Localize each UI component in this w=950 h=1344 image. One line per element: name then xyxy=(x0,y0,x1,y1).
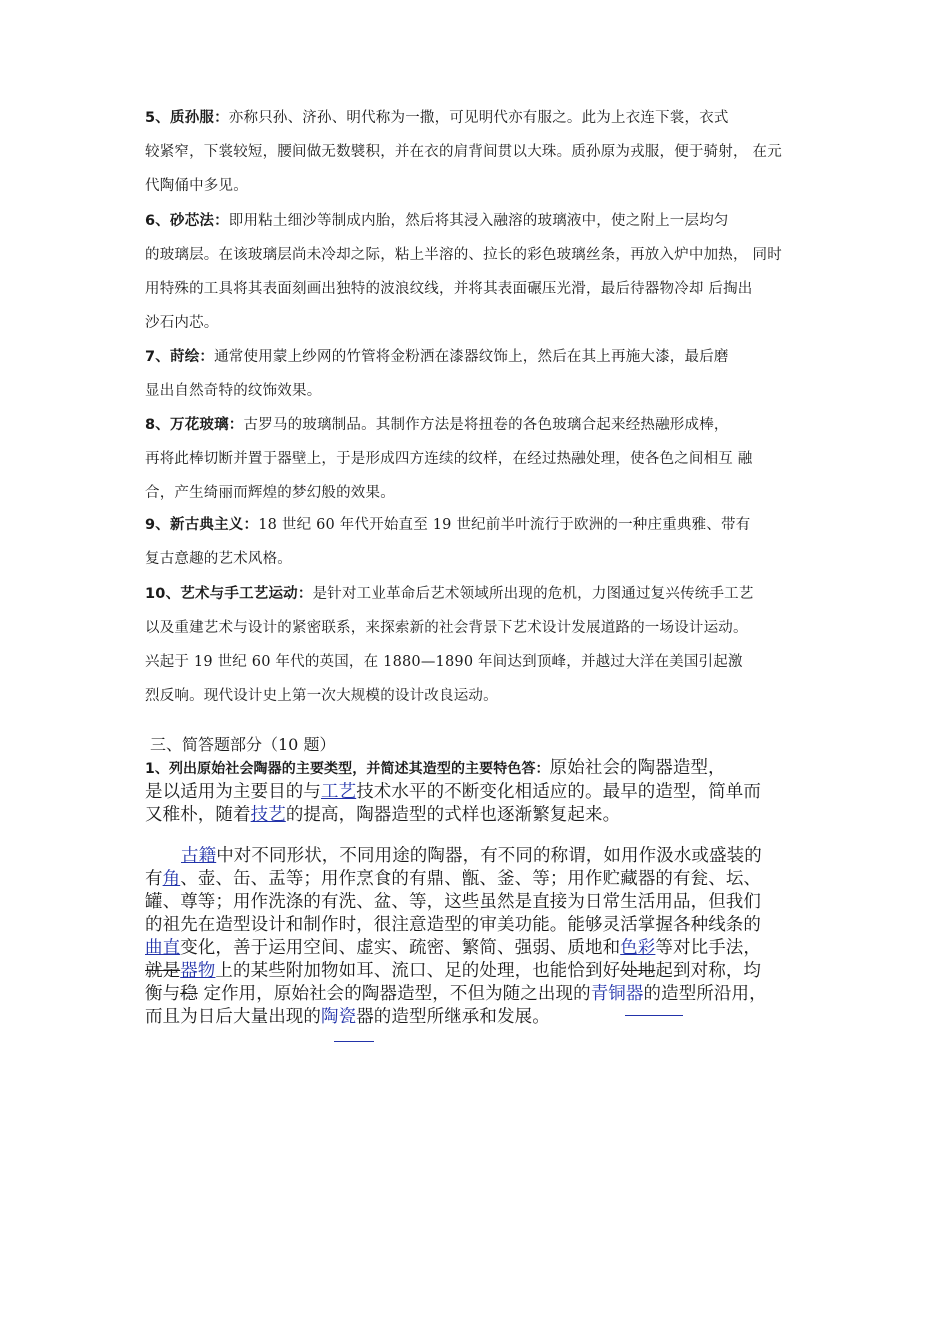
definition-line: 显出自然奇特的纹饰效果。 xyxy=(145,383,322,399)
definition-line: 即用粘土细沙等制成内胎，然后将其浸入融溶的玻璃液中，使之附上一层均匀 xyxy=(228,213,729,229)
definition-item xyxy=(145,508,815,576)
definition-line: 18 世纪 60 年代开始直至 19 世纪前半叶流行于欧洲的一种庄重典雅、带有 xyxy=(258,517,751,533)
definition-line: 的玻璃层。在该玻璃层尚未冷却之际，粘上半溶的、拉长的彩色玻璃丝条，再放入炉中加热， 同时 xyxy=(145,247,782,263)
definition-item xyxy=(145,408,815,510)
term-label: 5、质孙服： xyxy=(145,110,229,126)
definition-item xyxy=(145,340,815,408)
question-paragraph: 1、列出原始社会陶器的主要类型，并简述其造型的主要特色答：原始社会的陶器造型， 是以适用为主要目的与工艺技术水平的不断变化相适应的。最早的造型，简单而 又稚朴，随着技艺的提高，陶器造型的式样也逐渐繁复起来。 xyxy=(145,758,762,825)
hyperlink[interactable]: 色彩 xyxy=(620,938,656,958)
answer-paragraph: 古籍中对不同形状，不同用途的陶器，有不同的称谓，如用作汲水或盛装的 有角、壶、缶、盂等；用作烹食的有鼎、甑、釜、等；用作贮藏器的有瓮、坛、 罐、尊等；用作洗涤的有洗、盆、等，这些虽然是直接为日常生活用品，但我们 的祖先在造型设计和制作时，很注意造型的审美功能。能够灵活掌握各种线条的 曲直变化，善于运用空间、虚实、疏密、繁简、强弱、质地和色彩等对比手法， 就是器物上的某些附加物如耳、流口、足的处理，也能恰到好处地起到对称，均 衡与稳 定作用，原始社会的陶器造型，不但为随之出现的青铜器的造型所沿用， 而且为日后大量出现的陶瓷器的造型所继承和发展。 xyxy=(145,846,767,1027)
hyperlink[interactable]: 曲直 xyxy=(145,938,181,958)
underline-mark xyxy=(625,1015,683,1016)
hyperlink[interactable]: 技艺 xyxy=(250,805,286,825)
definition-line: 沙石内芯。 xyxy=(145,315,219,331)
underline-mark xyxy=(334,1041,374,1042)
definition-line: 复古意趣的艺术风格。 xyxy=(145,551,292,567)
term-label: 6、砂芯法： xyxy=(145,213,229,229)
hyperlink[interactable]: 古籍 xyxy=(181,846,217,866)
definition-line: 以及重建艺术与设计的紧密联系，来探索新的社会背景下艺术设计发展道路的一场设计运动。 xyxy=(145,620,748,636)
struck-text: 处地 xyxy=(620,961,656,981)
definition-item xyxy=(145,204,815,340)
definition-line: 亦称只孙、济孙、明代称为一撒，可见明代亦有服之。此为上衣连下裳，衣式 xyxy=(228,110,729,126)
term-label: 9、新古典主义： xyxy=(145,517,259,533)
definition-line: 代陶俑中多见。 xyxy=(145,178,248,194)
term-label: 10、艺术与手工艺运动： xyxy=(145,586,313,602)
hyperlink[interactable]: 角 xyxy=(162,869,181,889)
definition-item xyxy=(145,101,815,203)
definition-line: 古罗马的玻璃制品。其制作方法是将扭卷的各色玻璃合起来经热融形成棒， xyxy=(243,417,729,433)
definition-line: 用特殊的工具将其表面刻画出独特的波浪纹线，并将其表面碾压光滑，最后待器物冷却 后掏出 xyxy=(145,281,753,297)
definition-item xyxy=(145,577,815,713)
hyperlink[interactable]: 器物 xyxy=(180,961,216,981)
hyperlink[interactable]: 工艺 xyxy=(321,782,357,802)
definition-line: 再将此棒切断并置于器壁上，于是形成四方连续的纹样，在经过热融处理，使各色之间相互 融 xyxy=(145,451,753,467)
definition-line: 烈反响。现代设计史上第一次大规模的设计改良运动。 xyxy=(145,688,498,704)
section-title: 三、简答题部分（10 题） xyxy=(150,735,336,754)
definition-line: 是针对工业革命后艺术领域所出现的危机，力图通过复兴传统手工艺 xyxy=(312,586,754,602)
colored-term: 陶瓷 xyxy=(321,1007,357,1027)
definition-line: 较紧窄，下裳较短，腰间做无数襞积，并在衣的肩背间贯以大珠。质孙原为戎服，便于骑射， 在元 xyxy=(145,144,782,160)
definition-line: 合，产生绮丽而辉煌的梦幻般的效果。 xyxy=(145,485,395,501)
definition-line: 通常使用蒙上纱网的竹管将金粉洒在漆器纹饰上，然后在其上再施大漆，最后磨 xyxy=(214,349,729,365)
term-label: 7、莳绘： xyxy=(145,349,215,365)
struck-text: 稳 xyxy=(180,984,198,1004)
term-label: 8、万花玻璃： xyxy=(145,417,244,433)
struck-text: 就是 xyxy=(145,961,181,981)
question-label: 1、列出原始社会陶器的主要类型，并简述其造型的主要特色答： xyxy=(145,761,550,777)
colored-term: 青铜器 xyxy=(590,984,644,1004)
definition-line: 兴起于 19 世纪 60 年代的英国，在 1880—1890 年间达到顶峰，并越过大洋在美国引起激 xyxy=(145,654,743,670)
